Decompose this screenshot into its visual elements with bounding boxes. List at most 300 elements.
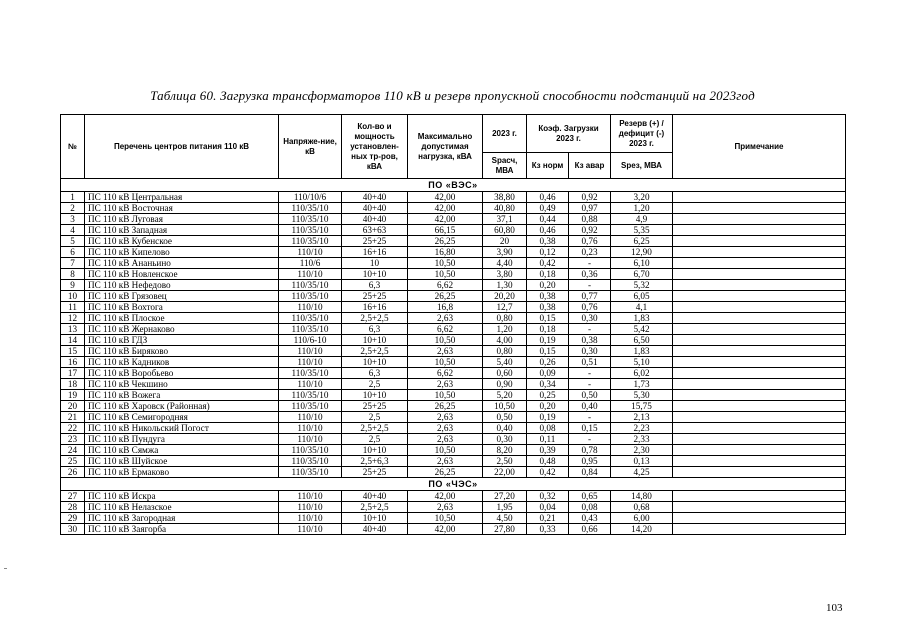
max-load-cell: 10,50 <box>408 269 483 280</box>
table-row <box>61 214 846 225</box>
note-cell <box>673 357 846 368</box>
s-calc-cell: 38,80 <box>483 192 527 203</box>
max-load-cell: 10,50 <box>408 357 483 368</box>
s-reserve-cell: 15,75 <box>611 401 673 412</box>
note-cell <box>673 324 846 335</box>
note-cell <box>673 247 846 258</box>
kz-norm-cell: 0,20 <box>527 280 569 291</box>
table-row <box>61 357 846 368</box>
note-cell <box>673 467 846 478</box>
row-number-cell: 12 <box>61 313 85 324</box>
s-calc-cell: 3,80 <box>483 269 527 280</box>
margin-mark <box>4 568 7 569</box>
table-row <box>61 491 846 502</box>
transformer-count-power-cell: 10+10 <box>342 357 408 368</box>
kz-avar-cell: - <box>569 379 611 390</box>
table-row <box>61 236 846 247</box>
kz-norm-cell: 0,32 <box>527 491 569 502</box>
max-load-cell: 10,50 <box>408 258 483 269</box>
s-reserve-cell: 6,50 <box>611 335 673 346</box>
s-reserve-cell: 12,90 <box>611 247 673 258</box>
voltage-cell: 110/35/10 <box>279 390 342 401</box>
note-cell <box>673 401 846 412</box>
kz-norm-cell: 0,08 <box>527 423 569 434</box>
kz-avar-cell: 0,30 <box>569 313 611 324</box>
transformer-count-power-cell: 63+63 <box>342 225 408 236</box>
table-row <box>61 346 846 357</box>
s-reserve-cell: 1,73 <box>611 379 673 390</box>
kz-norm-cell: 0,39 <box>527 445 569 456</box>
s-reserve-cell: 6,70 <box>611 269 673 280</box>
s-calc-cell: 1,30 <box>483 280 527 291</box>
row-number-cell: 22 <box>61 423 85 434</box>
note-cell <box>673 524 846 535</box>
transformer-count-power-cell: 2,5+2,5 <box>342 423 408 434</box>
kz-avar-cell: - <box>569 280 611 291</box>
note-cell <box>673 502 846 513</box>
header-kz-norm: Кз норм <box>527 153 569 179</box>
voltage-cell: 110/35/10 <box>279 280 342 291</box>
kz-avar-cell: 0,92 <box>569 225 611 236</box>
substation-name-cell: ПС 110 кВ Кубенское <box>85 236 279 247</box>
s-reserve-cell: 5,30 <box>611 390 673 401</box>
substation-name-cell: ПС 110 кВ Нелазское <box>85 502 279 513</box>
s-reserve-cell: 6,00 <box>611 513 673 524</box>
voltage-cell: 110/10 <box>279 434 342 445</box>
row-number-cell: 17 <box>61 368 85 379</box>
row-number-cell: 14 <box>61 335 85 346</box>
kz-norm-cell: 0,15 <box>527 346 569 357</box>
note-cell <box>673 302 846 313</box>
table-row <box>61 390 846 401</box>
note-cell <box>673 491 846 502</box>
kz-avar-cell: 0,51 <box>569 357 611 368</box>
row-number-cell: 23 <box>61 434 85 445</box>
note-cell <box>673 379 846 390</box>
header-voltage: Напряже-ние, кВ <box>279 115 342 179</box>
voltage-cell: 110/10 <box>279 423 342 434</box>
max-load-cell: 26,25 <box>408 467 483 478</box>
s-reserve-cell: 5,32 <box>611 280 673 291</box>
substation-name-cell: ПС 110 кВ Биряково <box>85 346 279 357</box>
substation-name-cell: ПС 110 кВ Вожега <box>85 390 279 401</box>
s-calc-cell: 8,20 <box>483 445 527 456</box>
table-row <box>61 502 846 513</box>
kz-norm-cell: 0,12 <box>527 247 569 258</box>
section-row <box>61 179 846 192</box>
s-reserve-cell: 4,9 <box>611 214 673 225</box>
kz-avar-cell: 0,84 <box>569 467 611 478</box>
kz-avar-cell: 0,78 <box>569 445 611 456</box>
header-name: Перечень центров питания 110 кВ <box>85 115 279 179</box>
table-row <box>61 423 846 434</box>
kz-norm-cell: 0,15 <box>527 313 569 324</box>
page-number: 103 <box>826 602 843 614</box>
transformer-count-power-cell: 6,3 <box>342 368 408 379</box>
row-number-cell: 2 <box>61 203 85 214</box>
kz-avar-cell: 0,08 <box>569 502 611 513</box>
s-reserve-cell: 14,80 <box>611 491 673 502</box>
section-row <box>61 478 846 491</box>
table-row <box>61 379 846 390</box>
kz-norm-cell: 0,19 <box>527 335 569 346</box>
transformer-count-power-cell: 6,3 <box>342 324 408 335</box>
note-cell <box>673 335 846 346</box>
s-reserve-cell: 3,20 <box>611 192 673 203</box>
kz-avar-cell: 0,66 <box>569 524 611 535</box>
voltage-cell: 110/35/10 <box>279 401 342 412</box>
header-note: Примечание <box>673 115 846 179</box>
row-number-cell: 3 <box>61 214 85 225</box>
max-load-cell: 42,00 <box>408 524 483 535</box>
note-cell <box>673 291 846 302</box>
header-coef-group: Коэф. Загрузки 2023 г. <box>527 115 611 153</box>
substation-name-cell: ПС 110 кВ Восточная <box>85 203 279 214</box>
s-reserve-cell: 2,30 <box>611 445 673 456</box>
max-load-cell: 66,15 <box>408 225 483 236</box>
substation-name-cell: ПС 110 кВ Новленское <box>85 269 279 280</box>
s-reserve-cell: 14,20 <box>611 524 673 535</box>
s-calc-cell: 0,80 <box>483 313 527 324</box>
table-row <box>61 258 846 269</box>
s-calc-cell: 0,90 <box>483 379 527 390</box>
substation-name-cell: ПС 110 кВ Искра <box>85 491 279 502</box>
voltage-cell: 110/35/10 <box>279 467 342 478</box>
kz-avar-cell: - <box>569 434 611 445</box>
kz-norm-cell: 0,38 <box>527 302 569 313</box>
transformer-count-power-cell: 25+25 <box>342 467 408 478</box>
kz-norm-cell: 0,49 <box>527 203 569 214</box>
s-reserve-cell: 6,05 <box>611 291 673 302</box>
row-number-cell: 28 <box>61 502 85 513</box>
kz-avar-cell: 0,77 <box>569 291 611 302</box>
voltage-cell: 110/35/10 <box>279 324 342 335</box>
substation-name-cell: ПС 110 кВ Никольский Погост <box>85 423 279 434</box>
substation-name-cell: ПС 110 кВ Ермаково <box>85 467 279 478</box>
transformer-count-power-cell: 10+10 <box>342 513 408 524</box>
table-row <box>61 203 846 214</box>
voltage-cell: 110/10 <box>279 513 342 524</box>
transformer-load-table <box>60 114 846 535</box>
note-cell <box>673 236 846 247</box>
note-cell <box>673 456 846 467</box>
table-row <box>61 335 846 346</box>
transformer-count-power-cell: 40+40 <box>342 192 408 203</box>
max-load-cell: 2,63 <box>408 434 483 445</box>
max-load-cell: 2,63 <box>408 456 483 467</box>
note-cell <box>673 269 846 280</box>
max-load-cell: 42,00 <box>408 214 483 225</box>
voltage-cell: 110/10 <box>279 247 342 258</box>
header-kz-avar: Кз авар <box>569 153 611 179</box>
row-number-cell: 18 <box>61 379 85 390</box>
kz-norm-cell: 0,38 <box>527 291 569 302</box>
transformer-count-power-cell: 25+25 <box>342 401 408 412</box>
row-number-cell: 6 <box>61 247 85 258</box>
kz-norm-cell: 0,42 <box>527 258 569 269</box>
kz-norm-cell: 0,18 <box>527 324 569 335</box>
transformer-count-power-cell: 10+10 <box>342 335 408 346</box>
kz-avar-cell: 0,36 <box>569 269 611 280</box>
table-row <box>61 412 846 423</box>
kz-avar-cell: 0,92 <box>569 192 611 203</box>
substation-name-cell: ПС 110 кВ Западная <box>85 225 279 236</box>
kz-avar-cell: 0,95 <box>569 456 611 467</box>
voltage-cell: 110/10 <box>279 379 342 390</box>
header-year: 2023 г. <box>483 115 527 153</box>
s-calc-cell: 12,7 <box>483 302 527 313</box>
max-load-cell: 42,00 <box>408 192 483 203</box>
row-number-cell: 1 <box>61 192 85 203</box>
kz-norm-cell: 0,11 <box>527 434 569 445</box>
s-calc-cell: 1,95 <box>483 502 527 513</box>
max-load-cell: 2,63 <box>408 379 483 390</box>
row-number-cell: 10 <box>61 291 85 302</box>
note-cell <box>673 368 846 379</box>
s-calc-cell: 4,40 <box>483 258 527 269</box>
table-row <box>61 302 846 313</box>
s-reserve-cell: 5,35 <box>611 225 673 236</box>
row-number-cell: 13 <box>61 324 85 335</box>
s-calc-cell: 0,50 <box>483 412 527 423</box>
s-reserve-cell: 1,20 <box>611 203 673 214</box>
kz-avar-cell: 0,43 <box>569 513 611 524</box>
substation-name-cell: ПС 110 кВ Воробьево <box>85 368 279 379</box>
s-reserve-cell: 4,1 <box>611 302 673 313</box>
substation-name-cell: ПС 110 кВ Ананьино <box>85 258 279 269</box>
kz-avar-cell: 0,38 <box>569 335 611 346</box>
row-number-cell: 19 <box>61 390 85 401</box>
voltage-cell: 110/10 <box>279 346 342 357</box>
kz-avar-cell: 0,15 <box>569 423 611 434</box>
max-load-cell: 6,62 <box>408 324 483 335</box>
substation-name-cell: ПС 110 кВ Шуйское <box>85 456 279 467</box>
transformer-count-power-cell: 40+40 <box>342 203 408 214</box>
voltage-cell: 110/35/10 <box>279 445 342 456</box>
kz-norm-cell: 0,48 <box>527 456 569 467</box>
max-load-cell: 2,63 <box>408 502 483 513</box>
header-number: № <box>61 115 85 179</box>
table-row <box>61 225 846 236</box>
substation-name-cell: ПС 110 кВ Плоское <box>85 313 279 324</box>
s-calc-cell: 4,50 <box>483 513 527 524</box>
kz-avar-cell: 0,88 <box>569 214 611 225</box>
note-cell <box>673 225 846 236</box>
max-load-cell: 2,63 <box>408 423 483 434</box>
kz-norm-cell: 0,46 <box>527 192 569 203</box>
voltage-cell: 110/35/10 <box>279 456 342 467</box>
table-header <box>61 115 846 179</box>
s-reserve-cell: 2,33 <box>611 434 673 445</box>
note-cell <box>673 434 846 445</box>
s-calc-cell: 4,00 <box>483 335 527 346</box>
header-s-calc: Sрасч, МВА <box>483 153 527 179</box>
note-cell <box>673 258 846 269</box>
s-calc-cell: 20,20 <box>483 291 527 302</box>
substation-name-cell: ПС 110 кВ Центральная <box>85 192 279 203</box>
transformer-count-power-cell: 40+40 <box>342 214 408 225</box>
table-row <box>61 401 846 412</box>
row-number-cell: 29 <box>61 513 85 524</box>
note-cell <box>673 192 846 203</box>
kz-avar-cell: 0,50 <box>569 390 611 401</box>
max-load-cell: 2,63 <box>408 346 483 357</box>
header-s-res: Sрез, МВА <box>611 153 673 179</box>
transformer-count-power-cell: 16+16 <box>342 302 408 313</box>
note-cell <box>673 313 846 324</box>
table-row <box>61 456 846 467</box>
transformer-count-power-cell: 40+40 <box>342 491 408 502</box>
s-reserve-cell: 4,25 <box>611 467 673 478</box>
s-calc-cell: 60,80 <box>483 225 527 236</box>
kz-avar-cell: 0,65 <box>569 491 611 502</box>
kz-norm-cell: 0,19 <box>527 412 569 423</box>
kz-norm-cell: 0,26 <box>527 357 569 368</box>
transformer-count-power-cell: 25+25 <box>342 291 408 302</box>
kz-norm-cell: 0,04 <box>527 502 569 513</box>
s-reserve-cell: 5,42 <box>611 324 673 335</box>
substation-name-cell: ПС 110 кВ Сямжа <box>85 445 279 456</box>
substation-name-cell: ПС 110 кВ Семигородняя <box>85 412 279 423</box>
section-title: ПО «ЧЭС» <box>61 478 846 491</box>
s-reserve-cell: 1,83 <box>611 313 673 324</box>
transformer-count-power-cell: 2,5+2,5 <box>342 346 408 357</box>
row-number-cell: 25 <box>61 456 85 467</box>
table-row <box>61 291 846 302</box>
table-row <box>61 280 846 291</box>
table-row <box>61 368 846 379</box>
s-calc-cell: 22,00 <box>483 467 527 478</box>
transformer-count-power-cell: 2,5+6,3 <box>342 456 408 467</box>
note-cell <box>673 423 846 434</box>
max-load-cell: 42,00 <box>408 203 483 214</box>
voltage-cell: 110/35/10 <box>279 203 342 214</box>
substation-name-cell: ПС 110 кВ Загородная <box>85 513 279 524</box>
voltage-cell: 110/35/10 <box>279 236 342 247</box>
substation-name-cell: ПС 110 кВ Заягорба <box>85 524 279 535</box>
s-reserve-cell: 6,25 <box>611 236 673 247</box>
row-number-cell: 20 <box>61 401 85 412</box>
s-calc-cell: 0,60 <box>483 368 527 379</box>
substation-name-cell: ПС 110 кВ Кипелово <box>85 247 279 258</box>
max-load-cell: 26,25 <box>408 236 483 247</box>
max-load-cell: 10,50 <box>408 513 483 524</box>
substation-name-cell: ПС 110 кВ ГДЗ <box>85 335 279 346</box>
row-number-cell: 24 <box>61 445 85 456</box>
transformer-count-power-cell: 2,5+2,5 <box>342 502 408 513</box>
max-load-cell: 10,50 <box>408 445 483 456</box>
s-reserve-cell: 2,23 <box>611 423 673 434</box>
s-calc-cell: 5,40 <box>483 357 527 368</box>
voltage-cell: 110/10 <box>279 302 342 313</box>
row-number-cell: 30 <box>61 524 85 535</box>
note-cell <box>673 390 846 401</box>
substation-name-cell: ПС 110 кВ Луговая <box>85 214 279 225</box>
s-calc-cell: 3,90 <box>483 247 527 258</box>
max-load-cell: 2,63 <box>408 313 483 324</box>
row-number-cell: 21 <box>61 412 85 423</box>
kz-avar-cell: - <box>569 324 611 335</box>
voltage-cell: 110/35/10 <box>279 313 342 324</box>
note-cell <box>673 203 846 214</box>
max-load-cell: 6,62 <box>408 280 483 291</box>
voltage-cell: 110/10 <box>279 502 342 513</box>
row-number-cell: 5 <box>61 236 85 247</box>
table-row <box>61 313 846 324</box>
transformer-count-power-cell: 10+10 <box>342 269 408 280</box>
substation-name-cell: ПС 110 кВ Чекшино <box>85 379 279 390</box>
s-reserve-cell: 6,02 <box>611 368 673 379</box>
kz-norm-cell: 0,20 <box>527 401 569 412</box>
s-calc-cell: 0,30 <box>483 434 527 445</box>
header-reserve: Резерв (+) / дефицит (-) 2023 г. <box>611 115 673 153</box>
transformer-count-power-cell: 25+25 <box>342 236 408 247</box>
section-title: ПО «ВЭС» <box>61 179 846 192</box>
table-body <box>61 179 846 535</box>
kz-norm-cell: 0,44 <box>527 214 569 225</box>
kz-avar-cell: - <box>569 258 611 269</box>
voltage-cell: 110/10 <box>279 412 342 423</box>
transformer-count-power-cell: 2,5 <box>342 412 408 423</box>
note-cell <box>673 412 846 423</box>
row-number-cell: 8 <box>61 269 85 280</box>
substation-name-cell: ПС 110 кВ Кадников <box>85 357 279 368</box>
transformer-count-power-cell: 10+10 <box>342 445 408 456</box>
substation-name-cell: ПС 110 кВ Нефедово <box>85 280 279 291</box>
table-row <box>61 467 846 478</box>
voltage-cell: 110/6 <box>279 258 342 269</box>
kz-norm-cell: 0,18 <box>527 269 569 280</box>
kz-norm-cell: 0,46 <box>527 225 569 236</box>
max-load-cell: 2,63 <box>408 412 483 423</box>
s-reserve-cell: 5,10 <box>611 357 673 368</box>
row-number-cell: 27 <box>61 491 85 502</box>
row-number-cell: 11 <box>61 302 85 313</box>
kz-norm-cell: 0,34 <box>527 379 569 390</box>
s-reserve-cell: 0,13 <box>611 456 673 467</box>
row-number-cell: 7 <box>61 258 85 269</box>
s-reserve-cell: 1,83 <box>611 346 673 357</box>
max-load-cell: 10,50 <box>408 335 483 346</box>
voltage-cell: 110/35/10 <box>279 225 342 236</box>
kz-avar-cell: - <box>569 412 611 423</box>
kz-avar-cell: 0,30 <box>569 346 611 357</box>
row-number-cell: 16 <box>61 357 85 368</box>
kz-norm-cell: 0,33 <box>527 524 569 535</box>
note-cell <box>673 346 846 357</box>
table-caption: Таблица 60. Загрузка трансформаторов 110 кВ и резерв пропускной способности подстанций на 2023год <box>150 88 755 103</box>
kz-avar-cell: 0,76 <box>569 236 611 247</box>
kz-avar-cell: 0,40 <box>569 401 611 412</box>
kz-avar-cell: 0,76 <box>569 302 611 313</box>
kz-norm-cell: 0,25 <box>527 390 569 401</box>
transformer-count-power-cell: 2,5 <box>342 379 408 390</box>
kz-norm-cell: 0,38 <box>527 236 569 247</box>
voltage-cell: 110/6-10 <box>279 335 342 346</box>
substation-name-cell: ПС 110 кВ Харовск (Районная) <box>85 401 279 412</box>
max-load-cell: 16,8 <box>408 302 483 313</box>
s-calc-cell: 1,20 <box>483 324 527 335</box>
s-calc-cell: 5,20 <box>483 390 527 401</box>
transformer-count-power-cell: 10+10 <box>342 390 408 401</box>
s-calc-cell: 2,50 <box>483 456 527 467</box>
kz-avar-cell: - <box>569 368 611 379</box>
note-cell <box>673 445 846 456</box>
transformer-count-power-cell: 40+40 <box>342 524 408 535</box>
header-count-power: Кол-во и мощность установлен-ных тр-ров, кВА <box>342 115 408 179</box>
kz-avar-cell: 0,23 <box>569 247 611 258</box>
row-number-cell: 26 <box>61 467 85 478</box>
